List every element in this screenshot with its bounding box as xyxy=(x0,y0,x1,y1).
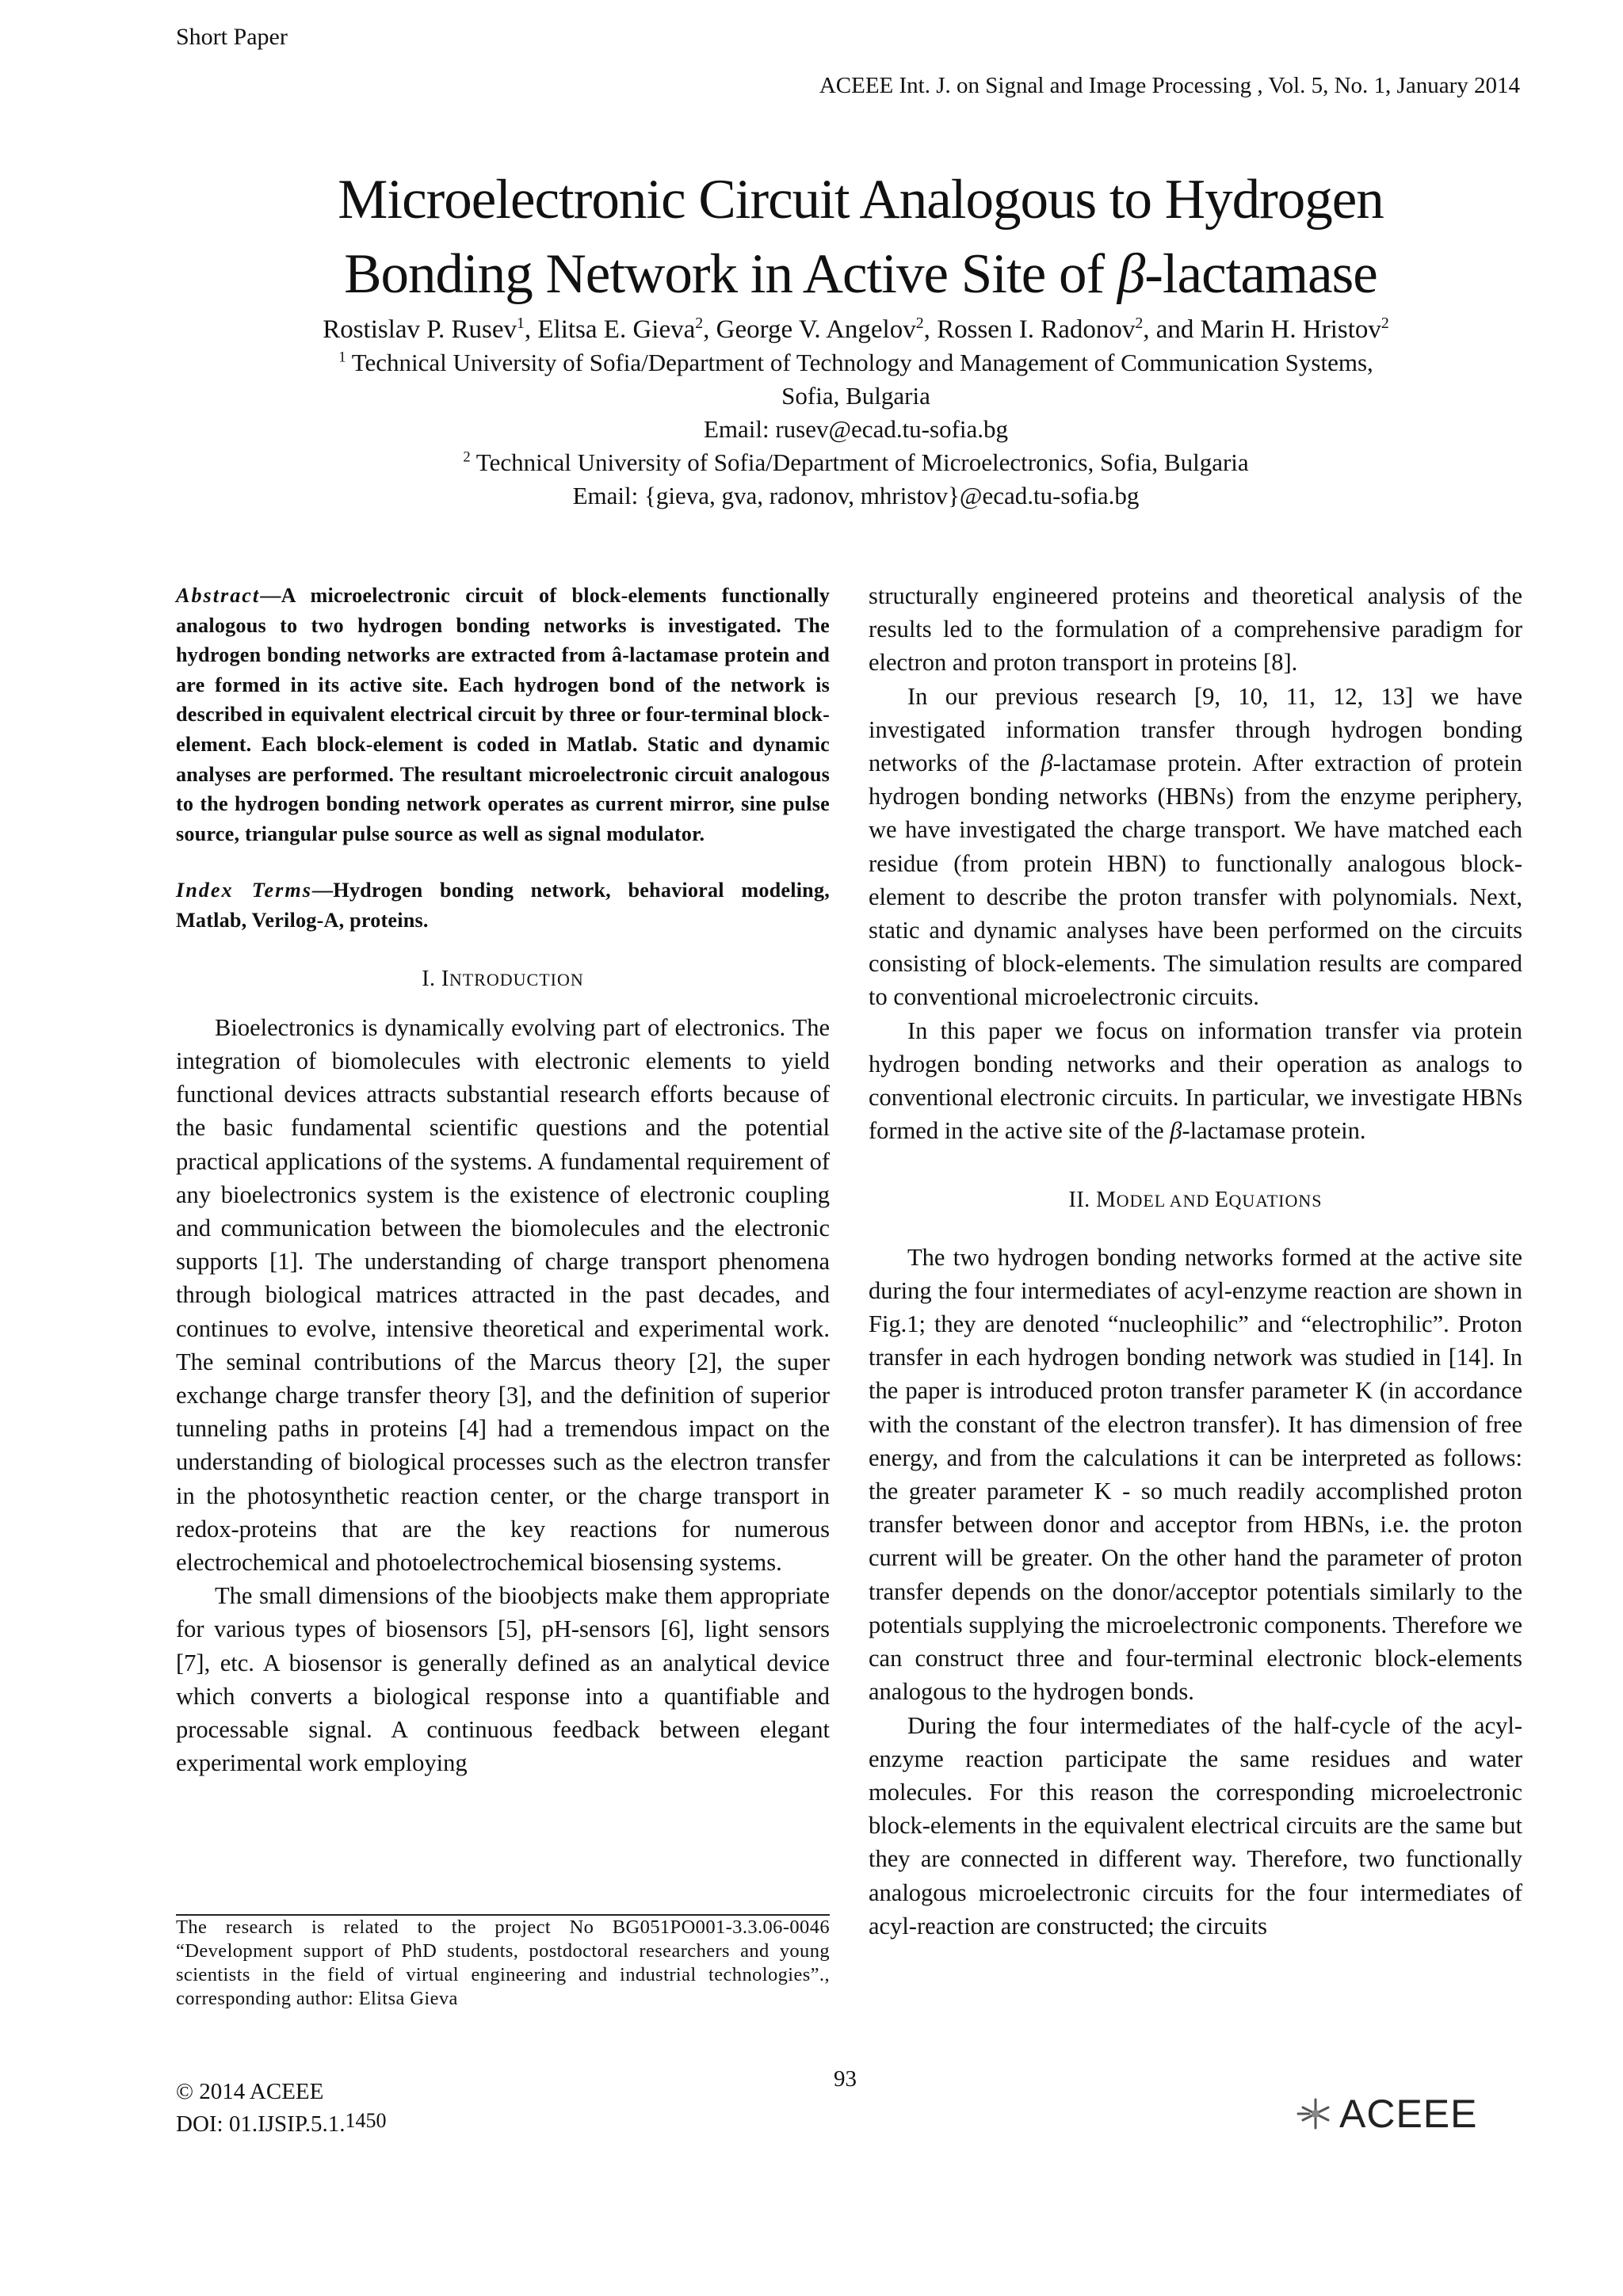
section-title: E xyxy=(1214,1188,1229,1213)
journal-citation: ACEEE Int. J. on Signal and Image Processing , Vol. 5, No. 1, January 2014 xyxy=(819,73,1520,98)
affiliation-1-location: Sofia, Bulgaria xyxy=(781,382,930,410)
author-name: Rostislav P. Rusev xyxy=(323,315,517,344)
paragraph: The two hydrogen bonding networks formed at the active site during the four intermediates of acyl-enzyme reaction are shown in Fig.1; they are denoted “nucleophilic” and “electrophilic”. Proton transfer in each hydrogen bonding network was studied in [14]. In the paper is introduced proton transfer parameter K (in accordance with the constant of the electron transfer). It has dimension of free energy, and from the calculations it can be interpreted as follows: the greater parameter K - so much readily accomplished proton transfer between donor and acceptor from HBNs, i.e. the proton current will be greater. On the other hand the parameter of proton transfer depends on the donor/acceptor potentials similarly to the potentials supplying the microelectronic components. Therefore we can construct three and four-terminal electronic block-elements analogous to the hydrogen bonds. xyxy=(869,1243,1522,1706)
doi xyxy=(176,2111,387,2138)
author-name: Marin H. Hristov xyxy=(1200,315,1381,344)
index-terms xyxy=(176,875,830,935)
section-title: QUATIONS xyxy=(1228,1191,1323,1211)
index-terms-text: Hydrogen bonding network, behavioral modeling, Matlab, Verilog-A, proteins. xyxy=(176,879,830,932)
beta-symbol: β xyxy=(1117,243,1145,305)
abstract xyxy=(176,581,830,849)
index-terms-dash: — xyxy=(311,879,334,902)
section-heading-introduction xyxy=(176,963,830,997)
section-title: NTRODUCTION xyxy=(449,969,584,990)
author xyxy=(937,315,1201,344)
paper-title xyxy=(95,162,1623,311)
author-name: George V. Angelov xyxy=(716,315,916,344)
page-number: 93 xyxy=(834,2066,857,2092)
doi-suffix: 1450 xyxy=(345,2109,387,2132)
beta-symbol: β xyxy=(1170,1117,1182,1145)
index-terms-label: Index Terms xyxy=(176,879,312,902)
author xyxy=(537,315,716,344)
beta-symbol: β xyxy=(1041,749,1053,777)
aceee-logo-text: ACEEE xyxy=(1339,2092,1478,2136)
author-name: Rossen I. Radonov xyxy=(937,315,1136,344)
author-name: Elitsa E. Gieva xyxy=(537,315,696,344)
title-line-2 xyxy=(95,237,1623,311)
paragraph-text: In this paper we focus on information transfer via protein hydrogen bonding networks and their operation as analogs to conventional electronic circuits. In particular, we investigate HBNs formed in the active site of the xyxy=(869,1016,1522,1145)
abstract-dash: — xyxy=(260,584,281,607)
aceee-star-icon xyxy=(1293,2092,1338,2136)
paragraph-text: -lactamase protein. xyxy=(1182,1117,1366,1145)
author-separator: , xyxy=(524,315,538,344)
paragraph: The small dimensions of the bioobjects make them appropriate for various types of biosensors [5], pH-sensors [6], light sensors [7], etc. A biosensor is generally defined as an analytical device which converts a biological response into a quantifiable and processable signal. A continuous feedback between elegant experimental work employing xyxy=(176,1582,830,1777)
abstract-label: Abstract xyxy=(176,584,261,607)
paragraph-text: In our previous research [9, 10, 11, 12, 13] we have investigated information transfer through hydrogen bonding networks of the xyxy=(869,682,1522,777)
running-header-label: Short Paper xyxy=(176,24,288,50)
title-line-2-suffix: -lactamase xyxy=(1144,243,1377,305)
section-title: ODEL AND xyxy=(1116,1191,1215,1211)
author-list xyxy=(0,313,1623,346)
section-number: I. I xyxy=(422,966,449,991)
abstract-text: A microelectronic circuit of block-elements functionally analogous to two hydrogen bonding networks is investigated. The hydrogen bonding networks are extracted from â-lactamase protein and are formed in its active site. Each hydrogen bond of the network is described in equivalent electrical circuit by three or four-terminal block-element. Each block-element is coded in Matlab. Static and dynamic analyses are performed. The resultant microelectronic circuit analogous to the hydrogen bonding network operates as current mirror, sine pulse source, triangular pulse source as well as signal modulator. xyxy=(176,584,830,845)
aceee-logo xyxy=(1293,2090,1528,2138)
author xyxy=(1201,315,1389,344)
affiliation-2-text: Technical University of Sofia/Department of Microelectronics, Sofia, Bulgaria xyxy=(470,448,1249,476)
author-affil-mark: 2 xyxy=(695,315,704,332)
author xyxy=(716,315,937,344)
author xyxy=(323,315,537,344)
paragraph: Bioelectronics is dynamically evolving part of electronics. The integration of biomolecules with electronic elements to yield functional devices attracts substantial research efforts because of the basic fundamental scientific questions and the potential practical applications of the systems. A fundamental requirement of any bioelectronics system is the existence of electronic coupling and communication between the biomolecules and the electronic supports [1]. The understanding of charge transport phenomena through biological matrices attracted in the past decades, and continues to evolve, intensive theoretical and experimental work. The seminal contributions of the Marcus theory [2], the super exchange charge transfer theory [3], and the definition of superior tunneling paths in proteins [4] had a tremendous impact on the understanding of biological processes such as the electron transfer in the photosynthetic reaction center, or the charge transport in redox-proteins that are the key reactions for numerous electrochemical and photoelectrochemical biosensing systems. xyxy=(176,1013,830,1576)
author-affil-mark: 1 xyxy=(517,315,525,332)
paragraph: During the four intermediates of the half-cycle of the acyl-enzyme reaction participate the same residues and water molecules. For this reason the corresponding microelectronic block-elements in the equivalent electrical circuits are the same but they are connected in different way. Therefore, two functionally analogous microelectronic circuits for the four intermediates of acyl-reaction are constructed; the circuits xyxy=(869,1711,1522,1939)
paragraph: structurally engineered proteins and theoretical analysis of the results led to the formulation of a comprehensive paradigm for electron and proton transport in proteins [8]. xyxy=(869,582,1522,677)
affiliation-2-email: Email: {gieva, gva, radonov, mhristov}@ecad.tu-sofia.bg xyxy=(572,482,1140,509)
affiliation-1-text: Technical University of Sofia/Department of Technology and Management of Communication Systems, xyxy=(346,349,1373,376)
author-separator: , xyxy=(923,315,938,344)
author-separator: , xyxy=(703,315,716,344)
affiliation-2 xyxy=(0,446,1623,479)
footnote: The research is related to the project No BG051PO001-3.3.06-0046 “Development support of PhD students, postdoctoral researchers and young scientists in the field of virtual engineering and industrial technologies”., corresponding author: Elitsa Gieva xyxy=(176,1917,830,2009)
affiliation-1 xyxy=(0,346,1623,379)
title-line-2-text: Bonding Network in Active Site of xyxy=(344,243,1117,305)
right-column xyxy=(869,579,1522,1943)
affil-mark: 2 xyxy=(463,448,471,466)
copyright: © 2014 ACEEE xyxy=(176,2079,324,2104)
author-affil-mark: 2 xyxy=(1135,315,1144,332)
affil-mark: 1 xyxy=(338,349,346,366)
paragraph xyxy=(869,680,1522,1014)
paragraph-text: -lactamase protein. After extraction of protein hydrogen bonding networks (HBNs) from the enzyme periphery, we have investigated the charge transport. We have matched each residue (from protein HBN) to functionally analogous block-element to describe the proton transfer with polynomials. Next, static and dynamic analyses have been performed on the circuits consisting of block-elements. The simulation results are compared to conventional microelectronic circuits. xyxy=(869,749,1522,1011)
section-heading-model xyxy=(869,1184,1522,1218)
title-line-1: Microelectronic Circuit Analogous to Hydrogen xyxy=(338,169,1384,231)
author-affil-mark: 2 xyxy=(915,315,924,332)
left-column xyxy=(176,581,830,1779)
section-number: II. M xyxy=(1068,1188,1117,1213)
affiliation-1-email: Email: rusev@ecad.tu-sofia.bg xyxy=(703,415,1009,443)
paragraph xyxy=(869,1014,1522,1148)
doi-prefix: DOI: 01.IJSIP.5.1. xyxy=(176,2111,346,2137)
author-affil-mark: 2 xyxy=(1381,315,1389,332)
author-separator: , and xyxy=(1143,315,1201,344)
